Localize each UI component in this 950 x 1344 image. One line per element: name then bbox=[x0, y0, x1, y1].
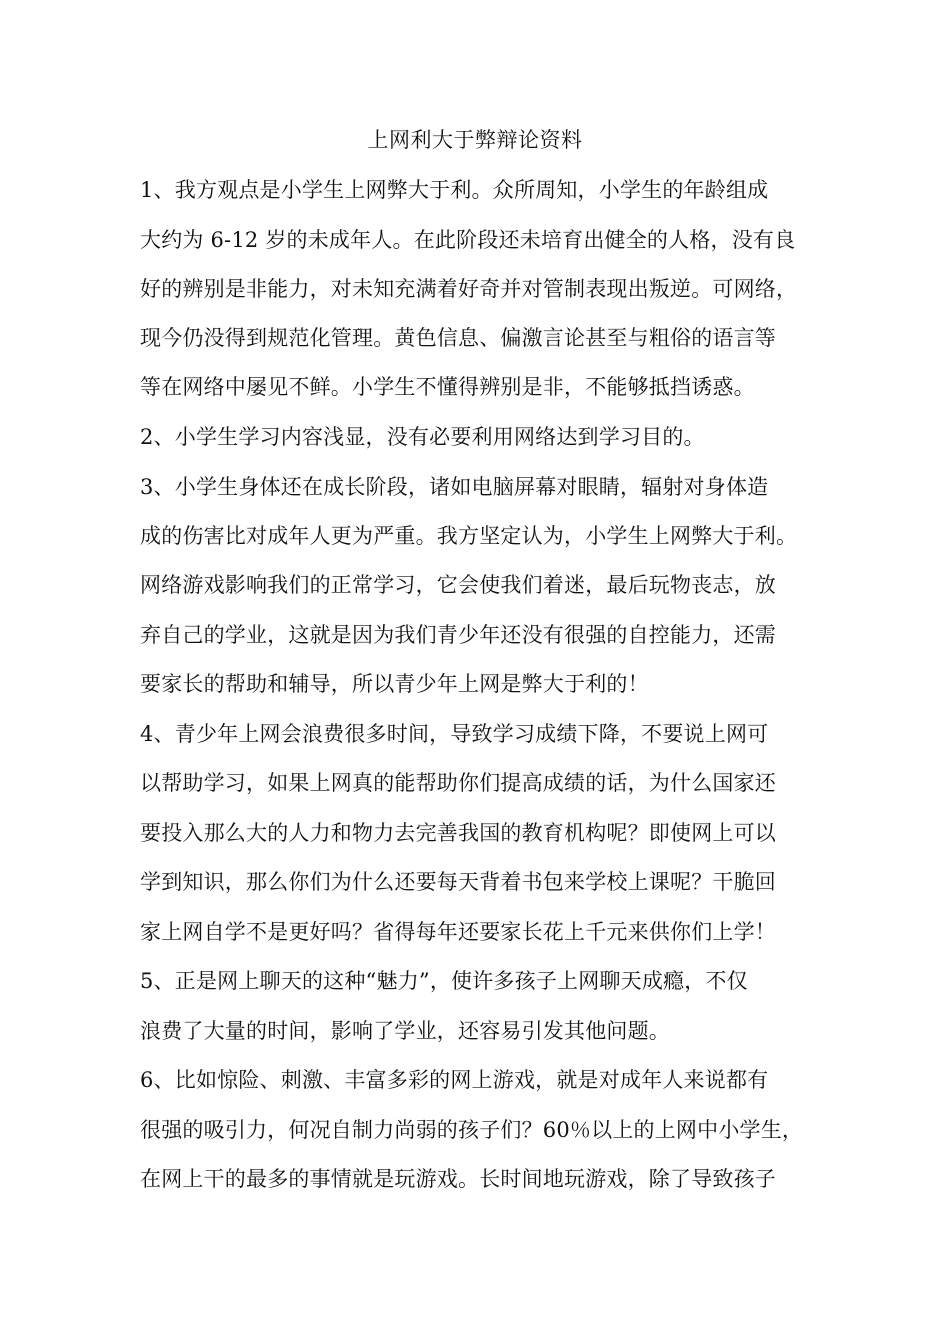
paragraph-line: 好的辨别是非能力，对未知充满着好奇并对管制表现出叛逆。可网络， bbox=[140, 277, 798, 301]
paragraph-line: 成的伤害比对成年人更为严重。我方坚定认为，小学生上网弊大于利。 bbox=[140, 524, 798, 548]
paragraph-line: 5、正是网上聊天的这种“魅力”，使许多孩子上网聊天成瘾，不仅 bbox=[140, 969, 748, 993]
paragraph-line: 2、小学生学习内容浅显，没有必要利用网络达到学习目的。 bbox=[140, 425, 705, 449]
paragraph-line: 要投入那么大的人力和物力去完善我国的教育机构呢？即使网上可以 bbox=[140, 821, 776, 845]
paragraph-line: 3、小学生身体还在成长阶段，诸如电脑屏幕对眼睛，辐射对身体造 bbox=[140, 475, 769, 499]
paragraph-line: 1、我方观点是小学生上网弊大于利。众所周知，小学生的年龄组成 bbox=[140, 178, 769, 202]
paragraph-line: 等在网络中屡见不鲜。小学生不懂得辨别是非，不能够抵挡诱惑。 bbox=[140, 375, 755, 399]
paragraph-line: 4、青少年上网会浪费很多时间，导致学习成绩下降，不要说上网可 bbox=[140, 722, 769, 746]
paragraph-line: 学到知识，那么你们为什么还要每天背着书包来学校上课呢？干脆回 bbox=[140, 870, 776, 894]
paragraph-line: 6、比如惊险、刺激、丰富多彩的网上游戏，就是对成年人来说都有 bbox=[140, 1068, 769, 1092]
paragraph-line: 在网上干的最多的事情就是玩游戏。长时间地玩游戏，除了导致孩子 bbox=[140, 1167, 776, 1191]
paragraph-line: 浪费了大量的时间，影响了学业，还容易引发其他问题。 bbox=[140, 1019, 670, 1043]
paragraph-line: 大约为 6-12 岁的未成年人。在此阶段还未培育出健全的人格，没有良 bbox=[140, 228, 796, 252]
paragraph-line: 要家长的帮助和辅导，所以青少年上网是弊大于利的！ bbox=[140, 672, 649, 696]
paragraph-line: 网络游戏影响我们的正常学习，它会使我们着迷，最后玩物丧志，放 bbox=[140, 573, 776, 597]
paragraph-line: 以帮助学习，如果上网真的能帮助你们提高成绩的话，为什么国家还 bbox=[140, 771, 776, 795]
paragraph-line: 很强的吸引力，何况自制力尚弱的孩子们？60％以上的上网中小学生， bbox=[140, 1118, 804, 1142]
document-title: 上网利大于弊辩论资料 bbox=[367, 128, 583, 152]
paragraph-line: 弃自己的学业，这就是因为我们青少年还没有很强的自控能力，还需 bbox=[140, 623, 776, 647]
paragraph-line: 家上网自学不是更好吗？省得每年还要家长花上千元来供你们上学！ bbox=[140, 920, 776, 944]
paragraph-line: 现今仍没得到规范化管理。黄色信息、偏激言论甚至与粗俗的语言等 bbox=[140, 326, 776, 350]
